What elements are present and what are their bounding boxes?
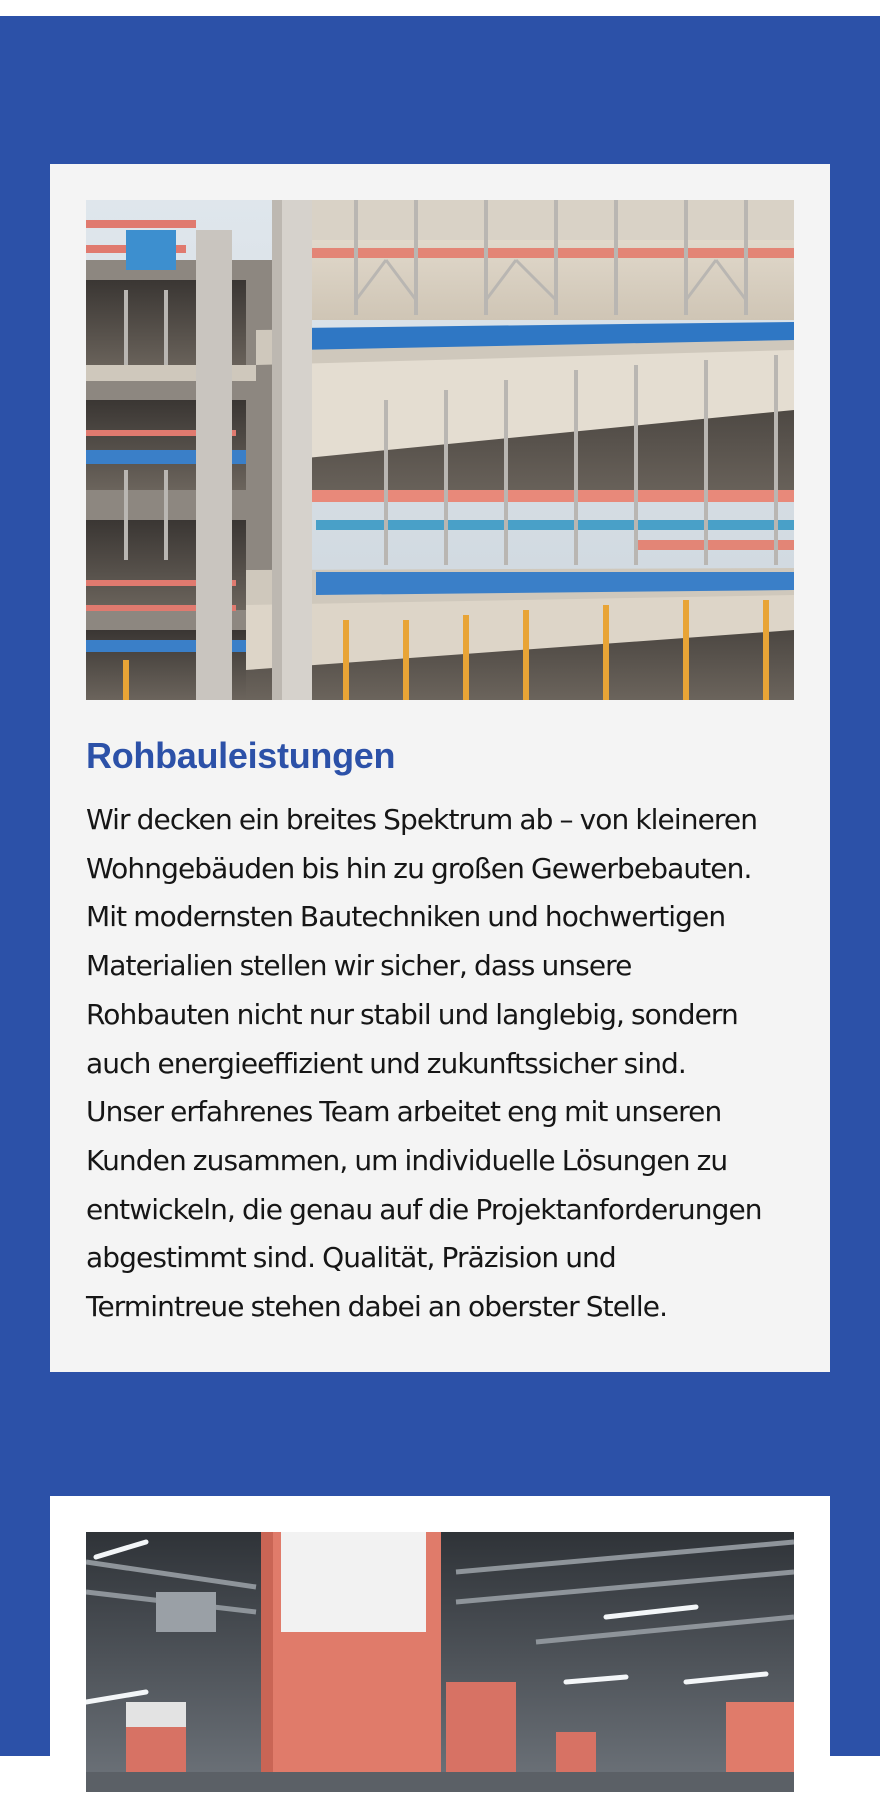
service-description-line: Rohbauten nicht nur stabil und langlebig, sondern xyxy=(86,997,738,1031)
service-card-tiefgarage xyxy=(50,1496,830,1796)
parking-garage-illustration xyxy=(86,1532,794,1792)
service-image-rohbau xyxy=(86,200,794,700)
construction-site-illustration xyxy=(86,200,794,700)
service-card-rohbau xyxy=(50,164,830,1372)
service-description-line: Wir decken ein breites Spektrum ab – von kleineren xyxy=(86,803,758,836)
service-description-line: Wohngebäuden bis hin zu großen Gewerbebauten. xyxy=(86,851,752,885)
service-description-line: Materialien stellen wir sicher, dass unsere xyxy=(86,949,632,983)
service-image-tiefgarage xyxy=(86,1532,794,1792)
service-description-line: entwickeln, die genau auf die Projektanforderungen xyxy=(86,1192,762,1226)
service-description-line: Unser erfahrenes Team arbeitet eng mit unseren xyxy=(86,1095,722,1129)
service-description-line: Mit modernsten Bautechniken und hochwertigen xyxy=(86,900,726,934)
service-description-line: auch energieeffizient und zukunftssicher sind. xyxy=(86,1046,686,1080)
service-description-line: abgestimmt sind. Qualität, Präzision und xyxy=(86,1241,616,1275)
service-description-line: Kunden zusammen, um individuelle Lösungen zu xyxy=(86,1143,728,1177)
service-title: Rohbauleistungen xyxy=(86,735,396,776)
service-description xyxy=(86,796,802,1332)
page-top-strip xyxy=(0,0,880,16)
services-section xyxy=(0,16,880,1756)
service-description-line: Termintreue stehen dabei an oberster Stelle. xyxy=(86,1290,668,1324)
